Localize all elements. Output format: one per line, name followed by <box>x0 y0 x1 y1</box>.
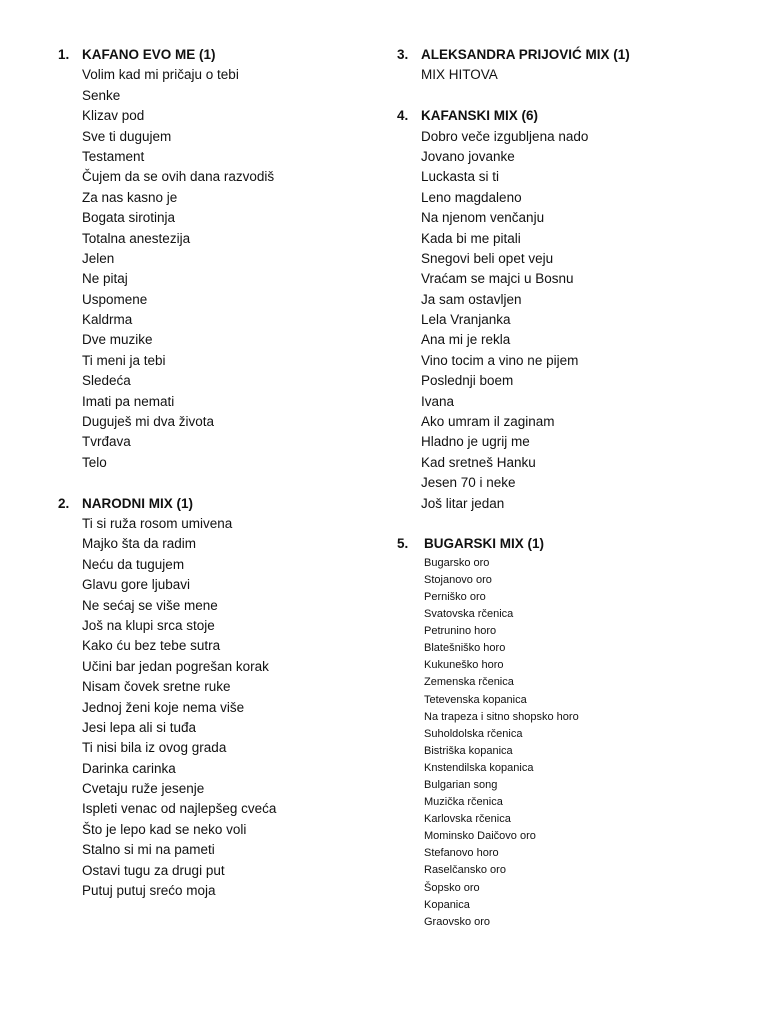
song-item: Tvrđava <box>82 434 131 450</box>
song-item: Majko šta da radim <box>82 536 197 552</box>
song-item: Jednoj ženi koje nema više <box>82 699 245 715</box>
song-item: Ne pitaj <box>82 271 128 287</box>
song-item: Totalna anestezija <box>82 230 191 246</box>
song-list <box>58 65 378 473</box>
song-item: Kukuneško horo <box>424 659 504 672</box>
left-column <box>58 45 378 901</box>
song-item: Glavu gore ljubavi <box>82 577 191 593</box>
section-title: KAFANSKI MIX (6) <box>421 108 539 124</box>
section-heading <box>397 106 737 126</box>
song-item: Ako umram il zaginam <box>421 414 555 430</box>
song-item: Jesen 70 i neke <box>421 475 516 491</box>
song-item: Bugarsko oro <box>424 556 490 569</box>
song-item: Leno magdaleno <box>421 189 522 205</box>
song-list <box>397 127 737 514</box>
song-item: Stefanovo horo <box>424 847 499 860</box>
song-item: Putuj putuj srećo moja <box>82 883 216 899</box>
song-item: Telo <box>82 454 107 470</box>
song-item: Poslednji boem <box>421 373 514 389</box>
section-kafano-evo-me <box>58 45 378 473</box>
song-item: Bogata sirotinja <box>82 210 176 226</box>
section-spacer <box>58 473 378 493</box>
song-item: Kad sretneš Hanku <box>421 454 536 470</box>
song-item: Darinka carinka <box>82 760 176 776</box>
song-item: Čujem da se ovih dana razvodiš <box>82 169 275 185</box>
song-item: Dobro veče izgubljena nado <box>421 128 589 144</box>
song-item: Jovano jovanke <box>421 148 515 164</box>
song-item: Luckasta si ti <box>421 169 500 185</box>
song-item: Kada bi me pitali <box>421 230 521 246</box>
song-item: Sve ti dugujem <box>82 128 172 144</box>
song-item: Ja sam ostavljen <box>421 291 522 307</box>
song-item: Zemenska rčenica <box>424 676 514 689</box>
song-item: Klizav pod <box>82 108 145 124</box>
song-item: Sledeća <box>82 373 131 389</box>
song-item: Lela Vranjanka <box>421 312 511 328</box>
section-heading <box>397 534 737 554</box>
song-item: Duguješ mi dva života <box>82 414 215 430</box>
song-item: Šopsko oro <box>424 881 480 894</box>
song-item: Graovsko oro <box>424 915 491 928</box>
song-item: Vraćam se majci u Bosnu <box>421 271 574 287</box>
song-item: Ti nisi bila iz ovog grada <box>82 740 227 756</box>
song-item: Suholdolska rčenica <box>424 727 523 740</box>
section-title: BUGARSKI MIX (1) <box>424 536 545 552</box>
song-item: Kopanica <box>424 898 470 911</box>
song-list <box>397 555 737 931</box>
song-item: Kako ću bez tebe sutra <box>82 638 221 654</box>
song-item: Vino tocim a vino ne pijem <box>421 352 579 368</box>
section-title: ALEKSANDRA PRIJOVIĆ MIX (1) <box>421 47 630 62</box>
song-item: Blatešniško horo <box>424 642 506 655</box>
section-bugarski-mix <box>397 534 737 930</box>
section-number: 4. <box>397 108 409 124</box>
section-number: 5. <box>397 536 409 552</box>
song-item: Ti meni ja tebi <box>82 352 166 368</box>
right-column <box>397 45 737 931</box>
song-item: Petrunino horo <box>424 625 497 638</box>
section-spacer <box>397 86 737 106</box>
song-item: Neću da tugujem <box>82 556 185 572</box>
song-item: Svatovska rčenica <box>424 608 514 621</box>
song-item: Jesi lepa ali si tuđa <box>82 719 197 735</box>
section-number: 3. <box>397 47 409 62</box>
song-item: Bulgarian song <box>424 778 498 791</box>
song-item: Ti si ruža rosom umivena <box>82 515 233 531</box>
song-item: Stojanovo oro <box>424 573 492 586</box>
section-narodni-mix <box>58 494 378 902</box>
song-item: Još na klupi srca stoje <box>82 617 215 633</box>
song-item: Senke <box>82 87 121 103</box>
song-item: Nisam čovek sretne ruke <box>82 679 231 695</box>
song-item: Kaldrma <box>82 312 133 328</box>
song-item: Uspomene <box>82 291 148 307</box>
song-item: Bistriška kopanica <box>424 744 513 757</box>
song-list <box>58 514 378 901</box>
song-item: Tetevenska kopanica <box>424 693 527 706</box>
song-item: Za nas kasno je <box>82 189 178 205</box>
song-item: Još litar jedan <box>421 495 505 511</box>
song-item: Ostavi tugu za drugi put <box>82 862 225 878</box>
song-item: Testament <box>82 148 145 164</box>
song-item: Ivana <box>421 393 455 409</box>
song-item: Dve muzike <box>82 332 153 348</box>
section-heading <box>397 45 737 65</box>
song-item: Muzička rčenica <box>424 796 503 809</box>
song-item: Karlovska rčenica <box>424 813 511 826</box>
song-item: Raselčansko oro <box>424 864 506 877</box>
section-heading <box>58 45 378 65</box>
song-item: Snegovi beli opet veju <box>421 250 554 266</box>
song-item: MIX HITOVA <box>421 67 498 83</box>
section-number: 1. <box>58 47 70 62</box>
song-item: Perniško oro <box>424 590 486 603</box>
song-item: Na trapeza i sitno shopsko horo <box>424 710 579 723</box>
section-title: KAFANO EVO ME (1) <box>82 47 216 62</box>
song-item: Na njenom venčanju <box>421 210 545 226</box>
song-item: Jelen <box>82 250 115 266</box>
song-item: Ana mi je rekla <box>421 332 511 348</box>
song-item: Stalno si mi na pameti <box>82 842 215 858</box>
song-item: Ne sećaj se više mene <box>82 597 218 613</box>
song-item: Volim kad mi pričaju o tebi <box>82 67 239 83</box>
section-title: NARODNI MIX (1) <box>82 495 193 511</box>
song-item: Mominsko Daičovo oro <box>424 830 536 843</box>
section-spacer <box>397 514 737 534</box>
song-item: Knstendilska kopanica <box>424 761 534 774</box>
song-item: Imati pa nemati <box>82 393 175 409</box>
section-aleksandra-prijovic-mix <box>397 45 737 86</box>
song-list <box>397 65 737 85</box>
song-item: Hladno je ugrij me <box>421 434 530 450</box>
song-item: Ispleti venac od najlepšeg cveća <box>82 801 277 817</box>
section-heading <box>58 494 378 514</box>
song-item: Cvetaju ruže jesenje <box>82 781 205 797</box>
section-number: 2. <box>58 495 70 511</box>
song-item: Što je lepo kad se neko voli <box>82 821 247 837</box>
section-kafanski-mix <box>397 106 737 514</box>
song-item: Učini bar jedan pogrešan korak <box>82 658 269 674</box>
